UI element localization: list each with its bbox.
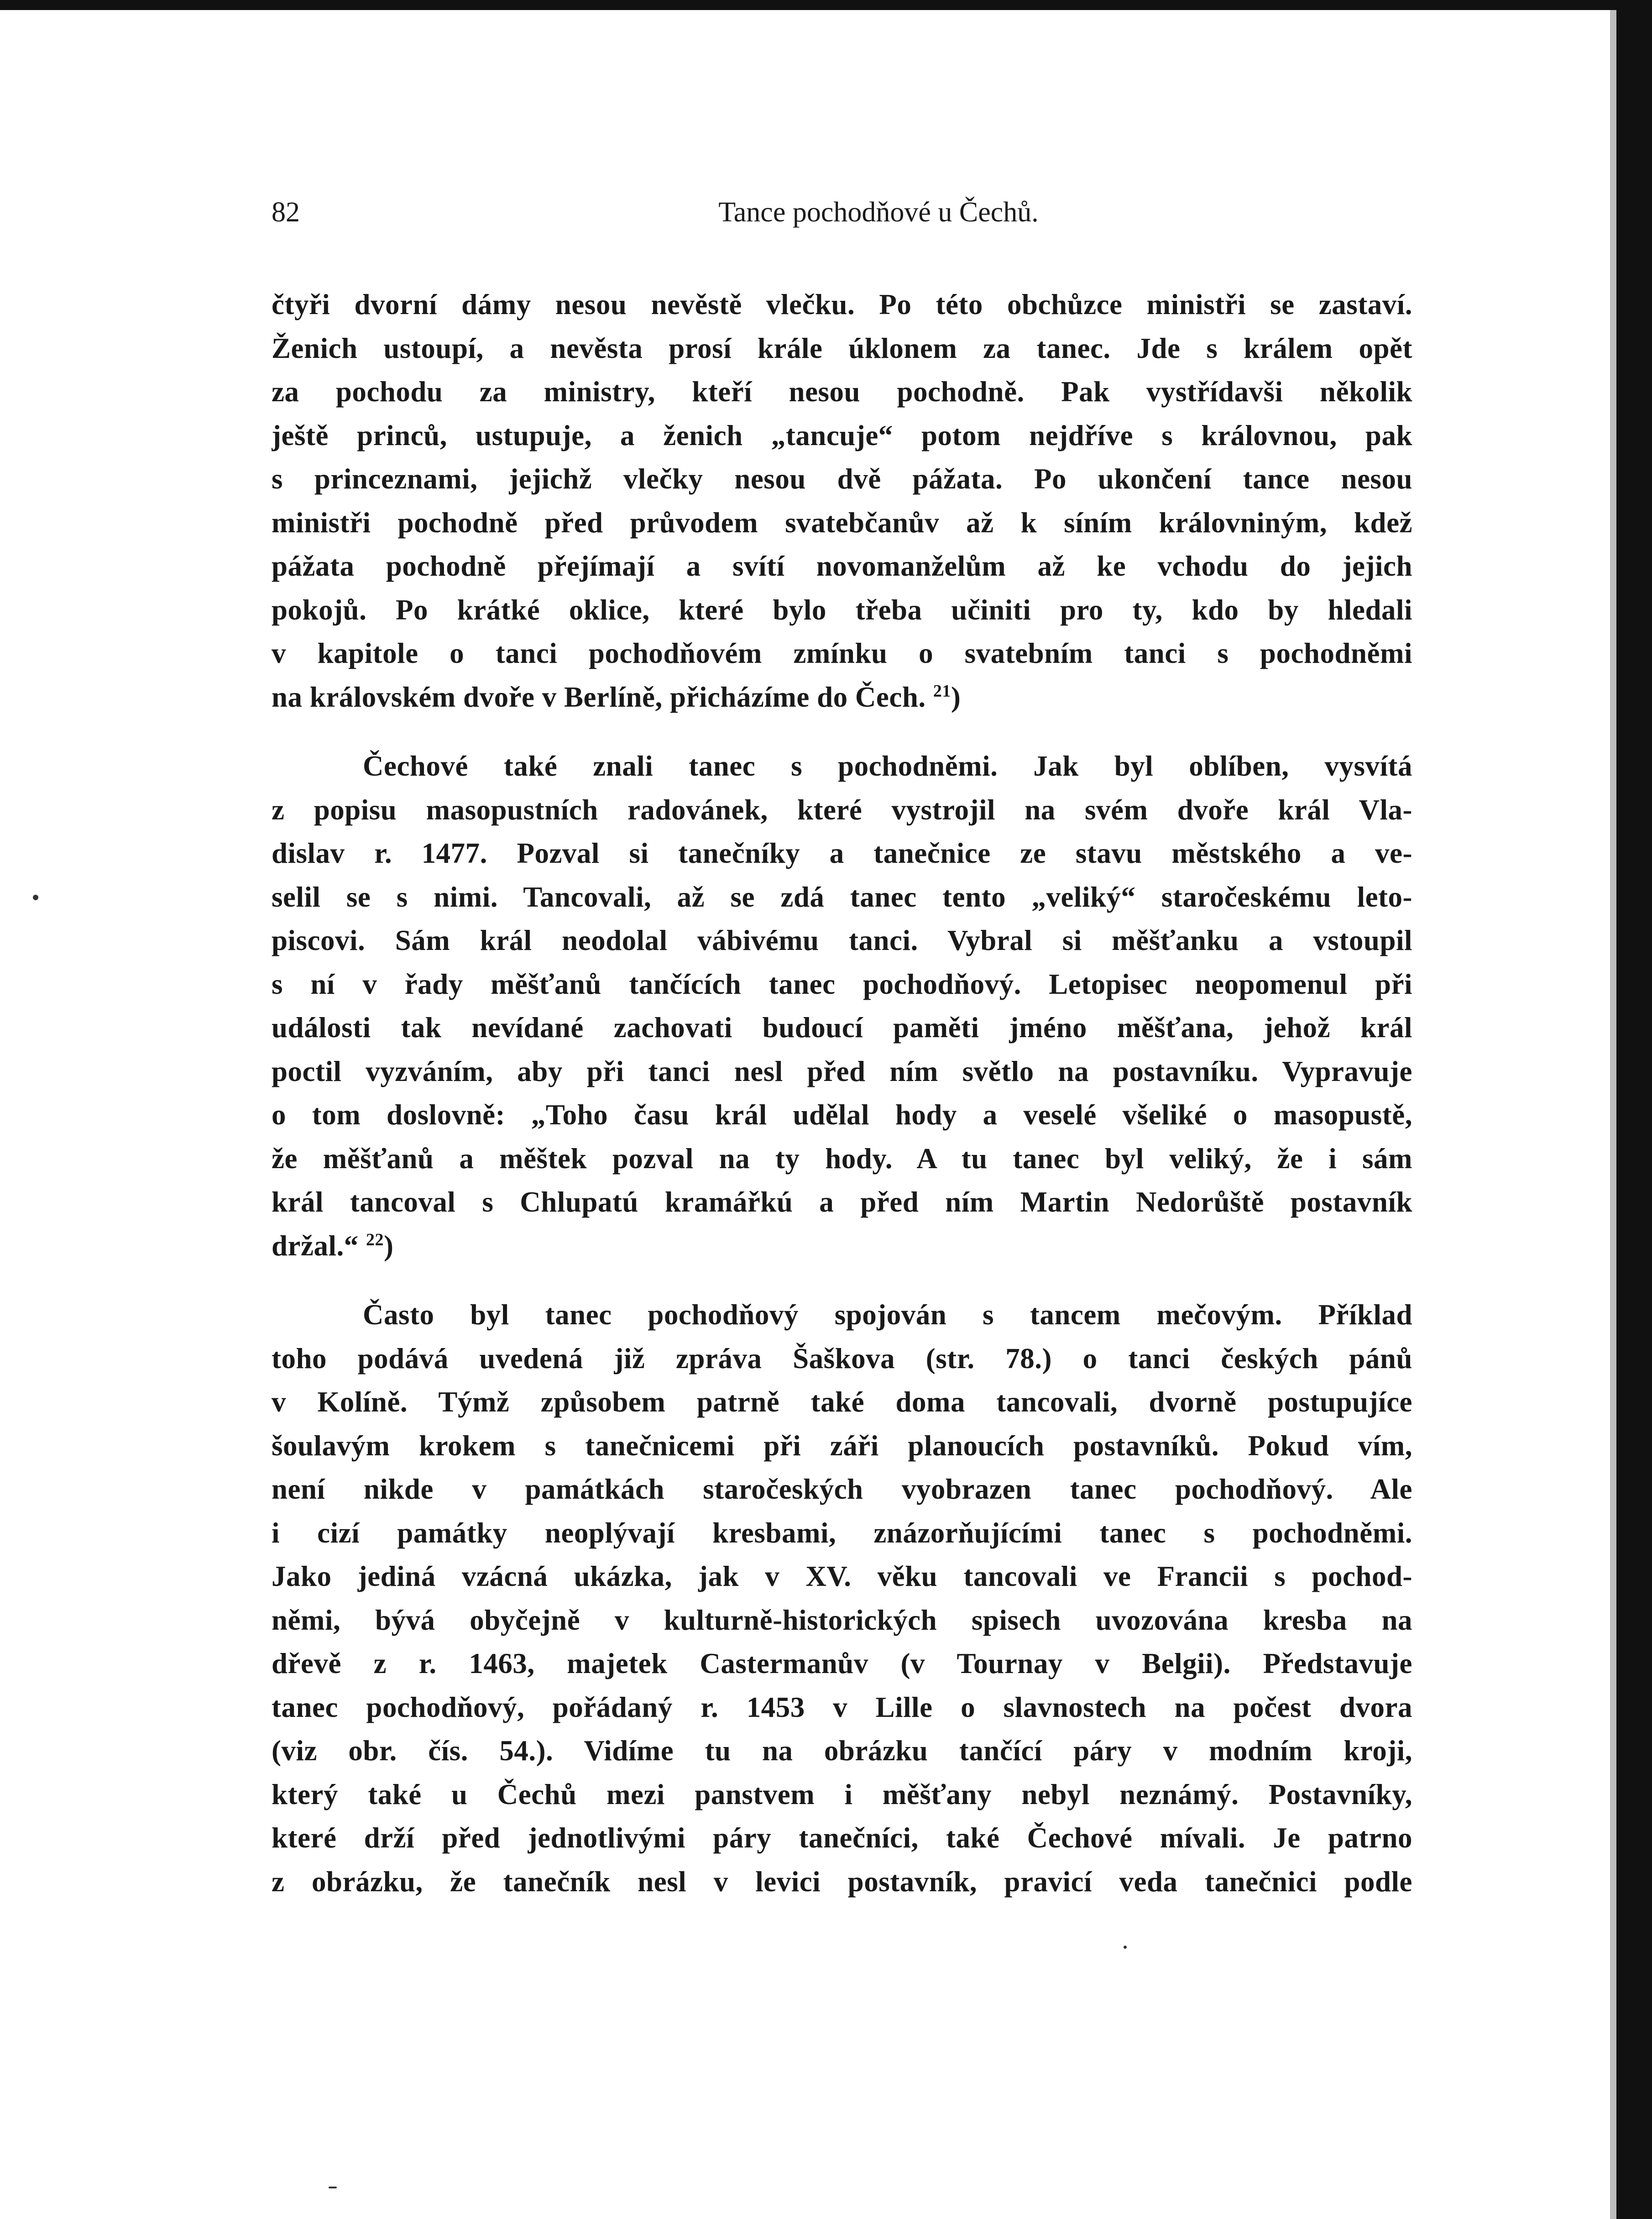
text-line: poctil vyzváním, aby při tanci nesl před ním světlo na postavníku. Vypravuje — [272, 1055, 1412, 1087]
text-line-content: na královském dvoře v Berlíně, přicházíme do Čech. — [272, 681, 926, 713]
running-title: Tance pochodňové u Čechů. — [718, 197, 1039, 228]
text-line: s princeznami, jejichž vlečky nesou dvě pážata. Po ukončení tance nesou — [272, 463, 1412, 495]
text-line: i cizí památky neoplývají kresbami, znázorňujícími tanec s pochodněmi. — [272, 1516, 1412, 1549]
paragraph-1 — [272, 283, 1412, 719]
text-line: selil se s nimi. Tancovali, až se zdá tanec tento „veliký“ staročeskému leto- — [272, 881, 1412, 913]
text-line: ministři pochodně před průvodem svatebčanův až k síním královniným, kdež — [272, 506, 1412, 539]
text-line: tanec pochodňový, pořádaný r. 1453 v Lille o slavnostech na počest dvora — [272, 1691, 1412, 1723]
text-line: za pochodu za ministry, kteří nesou pochodně. Pak vystřídavši několik — [272, 376, 1412, 408]
text-line: v kapitole o tanci pochodňovém zmínku o svatebním tanci s pochodněmi — [272, 637, 1412, 669]
paragraph-3 — [272, 1293, 1412, 1904]
text-line: s ní v řady měšťanů tančících tanec pochodňový. Letopisec neopomenul při — [272, 968, 1412, 1000]
text-line-content: držal.“ — [272, 1229, 359, 1262]
text-line: ještě princů, ustupuje, a ženich „tancuje“ potom nejdříve s královnou, pak — [272, 419, 1412, 451]
text-line: o tom doslovně: „Toho času král udělal hody a veselé všeliké o masopustě, — [272, 1099, 1412, 1131]
text-line: Jako jediná vzácná ukázka, jak v XV. věku tancovali ve Francii s pochod- — [272, 1560, 1412, 1592]
text-line: toho podává uvedená již zpráva Šaškova (str. 78.) o tanci českých pánů — [272, 1342, 1412, 1374]
scan-speck — [1124, 1946, 1127, 1949]
text-line: z obrázku, že tanečník nesl v levici postavník, pravicí veda tanečnici podle — [272, 1865, 1412, 1898]
scan-speck — [329, 2187, 337, 2188]
text-line: čtyři dvorní dámy nesou nevěstě vlečku. Po této obchůzce ministři se zastaví. — [272, 289, 1412, 320]
footnote-ref-closing: ) — [383, 1229, 394, 1262]
text-line: dislav r. 1477. Pozval si tanečníky a tanečnice ze stavu městského a ve- — [272, 837, 1412, 869]
text-line: který také u Čechů mezi panstvem i měšťany nebyl neznámý. Postavníky, — [272, 1778, 1412, 1810]
footnote-ref-closing: ) — [951, 681, 961, 713]
text-line: dřevě z r. 1463, majetek Castermanův (v Tournay v Belgii). Představuje — [272, 1647, 1412, 1679]
text-line: Často byl tanec pochodňový spojován s tancem mečovým. Příklad — [363, 1299, 1412, 1331]
footnote-ref: 21 — [933, 681, 951, 701]
running-head — [272, 192, 1412, 233]
text-line: král tancoval s Chlupatú kramářkú a před ním Martin Nedorůště postavník — [272, 1186, 1412, 1218]
page-number: 82 — [272, 197, 300, 228]
text-line: šoulavým krokem s tanečnicemi při záři planoucích postavníků. Pokud vím, — [272, 1429, 1412, 1462]
text-line: z popisu masopustních radovánek, které vystrojil na svém dvoře král Vla- — [272, 793, 1412, 826]
text-line: piscovi. Sám král neodolal vábivému tanci. Vybral si měšťanku a vstoupil — [272, 924, 1412, 956]
scan-speck — [33, 895, 38, 900]
text-line: Ženich ustoupí, a nevěsta prosí krále úklonem za tanec. Jde s králem opět — [272, 332, 1412, 364]
text-line: v Kolíně. Týmž způsobem patrně také doma tancovali, dvorně postupujíce — [272, 1386, 1412, 1418]
body-text — [272, 283, 1412, 1904]
paragraph-2 — [272, 745, 1412, 1268]
text-line: Čechové také znali tanec s pochodněmi. Jak byl oblíben, vysvítá — [363, 750, 1412, 782]
text-line: pážata pochodně přejímají a svítí novomanželům až ke vchodu do jejich — [272, 550, 1412, 582]
text-line: události tak nevídané zachovati budoucí paměti jméno měšťana, jehož král — [272, 1012, 1412, 1044]
text-line: pokojů. Po krátké oklice, které bylo třeba učiniti pro ty, kdo by hledali — [272, 593, 1412, 626]
text-line: (viz obr. čís. 54.). Vidíme tu na obrázku tančící páry v modním kroji, — [272, 1735, 1412, 1767]
text-line — [272, 1224, 1412, 1268]
text-line: není nikde v památkách staročeských vyobrazen tanec pochodňový. Ale — [272, 1473, 1412, 1505]
text-line — [272, 676, 1412, 719]
text-line: němi, bývá obyčejně v kulturně-historických spisech uvozována kresba na — [272, 1604, 1412, 1636]
text-line: že měšťanů a měštek pozval na ty hody. A tu tanec byl veliký, že i sám — [272, 1142, 1412, 1175]
footnote-ref: 22 — [366, 1230, 384, 1249]
text-line: které drží před jednotlivými páry tanečníci, také Čechové mívali. Je patrno — [272, 1822, 1412, 1854]
